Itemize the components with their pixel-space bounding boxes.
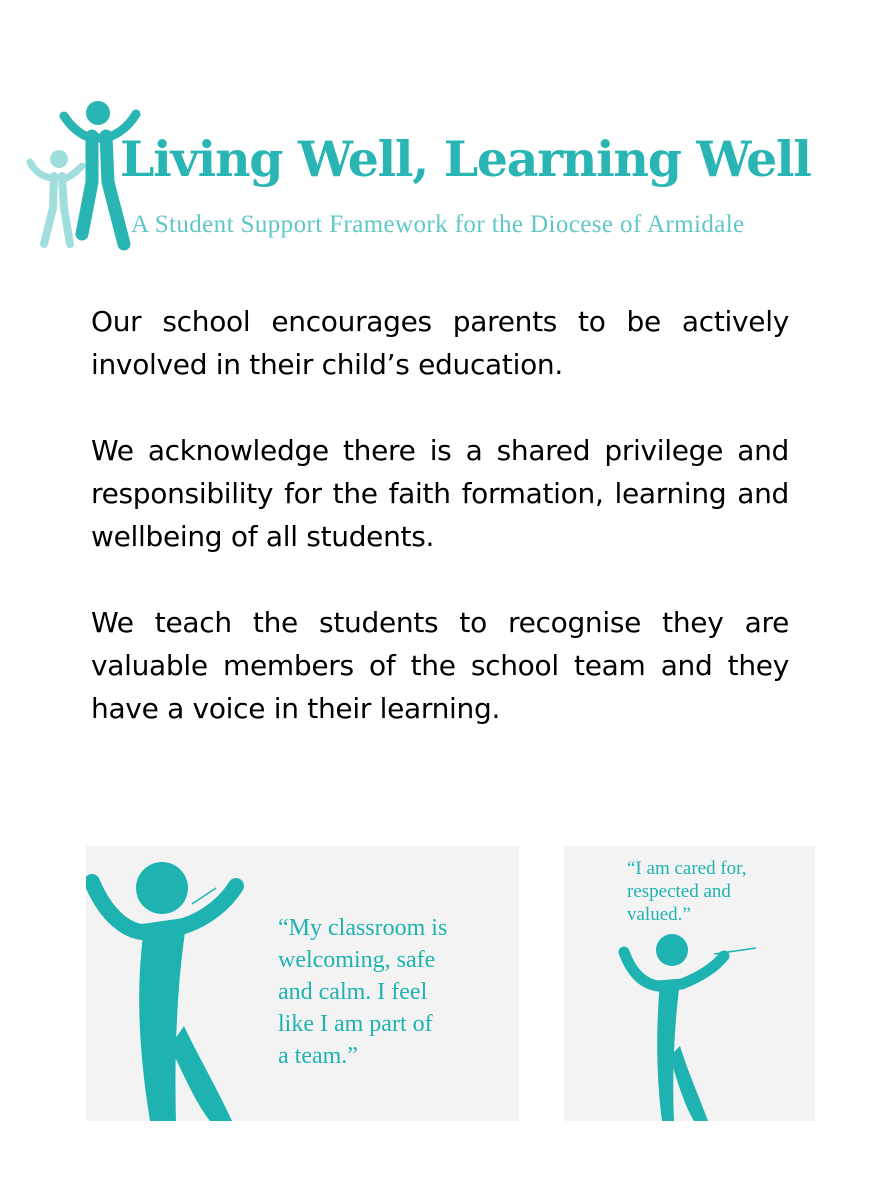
quote-panel-left (86, 846, 519, 1121)
quote-left: “My classroom is welcoming, safe and calm. I feel like I am part of a team.” (278, 915, 448, 1069)
body-text (91, 300, 789, 773)
logo-subtitle: A Student Support Framework for the Diocese of Armidale (131, 211, 745, 238)
person-icon (86, 846, 276, 1121)
paragraph-students: We teach the students to recognise they are valuable members of the school team and they have a voice in their learning. (91, 606, 789, 725)
paragraph-responsibility: We acknowledge there is a shared privilege and responsibility for the faith formation, learning and wellbeing of all students. (91, 434, 789, 553)
quote-right: “I am cared for, respected and valued.” (627, 858, 747, 925)
quote-panel-right (564, 846, 815, 1121)
paragraph-parents: Our school encourages parents to be actively involved in their child’s education. (91, 305, 789, 381)
logo-title: Living Well, Learning Well (120, 130, 811, 188)
